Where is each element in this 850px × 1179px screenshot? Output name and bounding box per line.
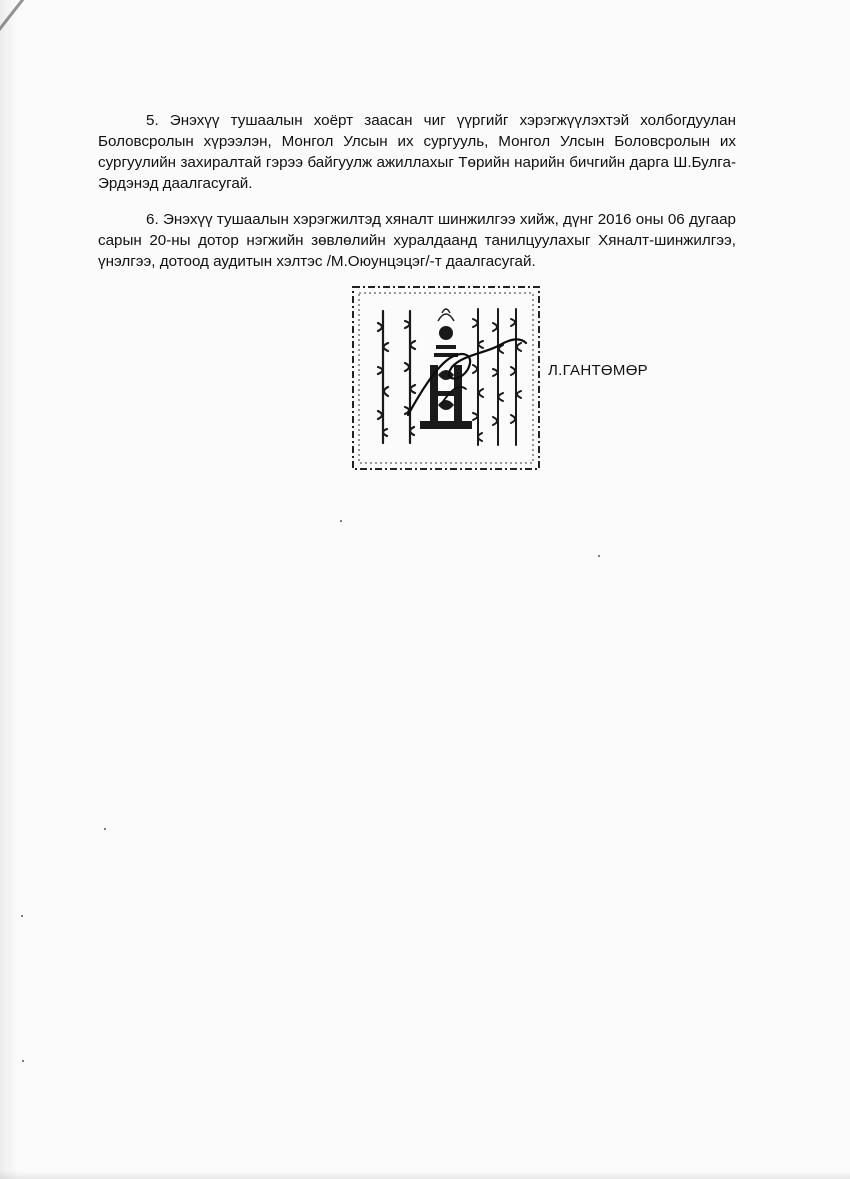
scan-shadow-left xyxy=(0,0,18,1179)
signer-name: Л.ГАНТӨМӨР xyxy=(548,362,648,379)
paragraph-5 xyxy=(98,110,736,194)
paragraph-6-text: 6. Энэхүү тушаалын хэрэгжилтэд хяналт шинжилгээ хийж, дүнг 2016 оны 06 дугаар сарын 20-ны дотор нэгжийн зөвлөлийн хуралдаанд танилцуулахыг Хяналт-шинжилгээ, үнэлгээ, дотоод аудитын хэлтэс /М.Оюунцэцэг/-т даалгасугай. xyxy=(98,211,736,270)
paragraph-6 xyxy=(98,209,736,272)
state-emblem-seal-icon xyxy=(350,283,542,473)
scan-speck xyxy=(340,520,342,522)
paragraph-5-text: 5. Энэхүү тушаалын хоёрт заасан чиг үүргийг хэрэгжүүлэхтэй холбогдуулан Боловсролын хүрээлэн, Монгол Улсын их сургууль, Монгол Улсын Боловсролын их сургуулийн захиралтай гэрээ байгуулж ажиллахыг Төрийн нарийн бичгийн дарга Ш.Булга-Эрдэнэд даалгасугай. xyxy=(98,112,736,192)
scan-speck xyxy=(21,915,23,917)
scan-speck xyxy=(22,1060,24,1062)
scan-speck xyxy=(104,828,106,830)
scan-shadow-bottom xyxy=(0,1171,850,1179)
scan-speck xyxy=(598,555,600,557)
